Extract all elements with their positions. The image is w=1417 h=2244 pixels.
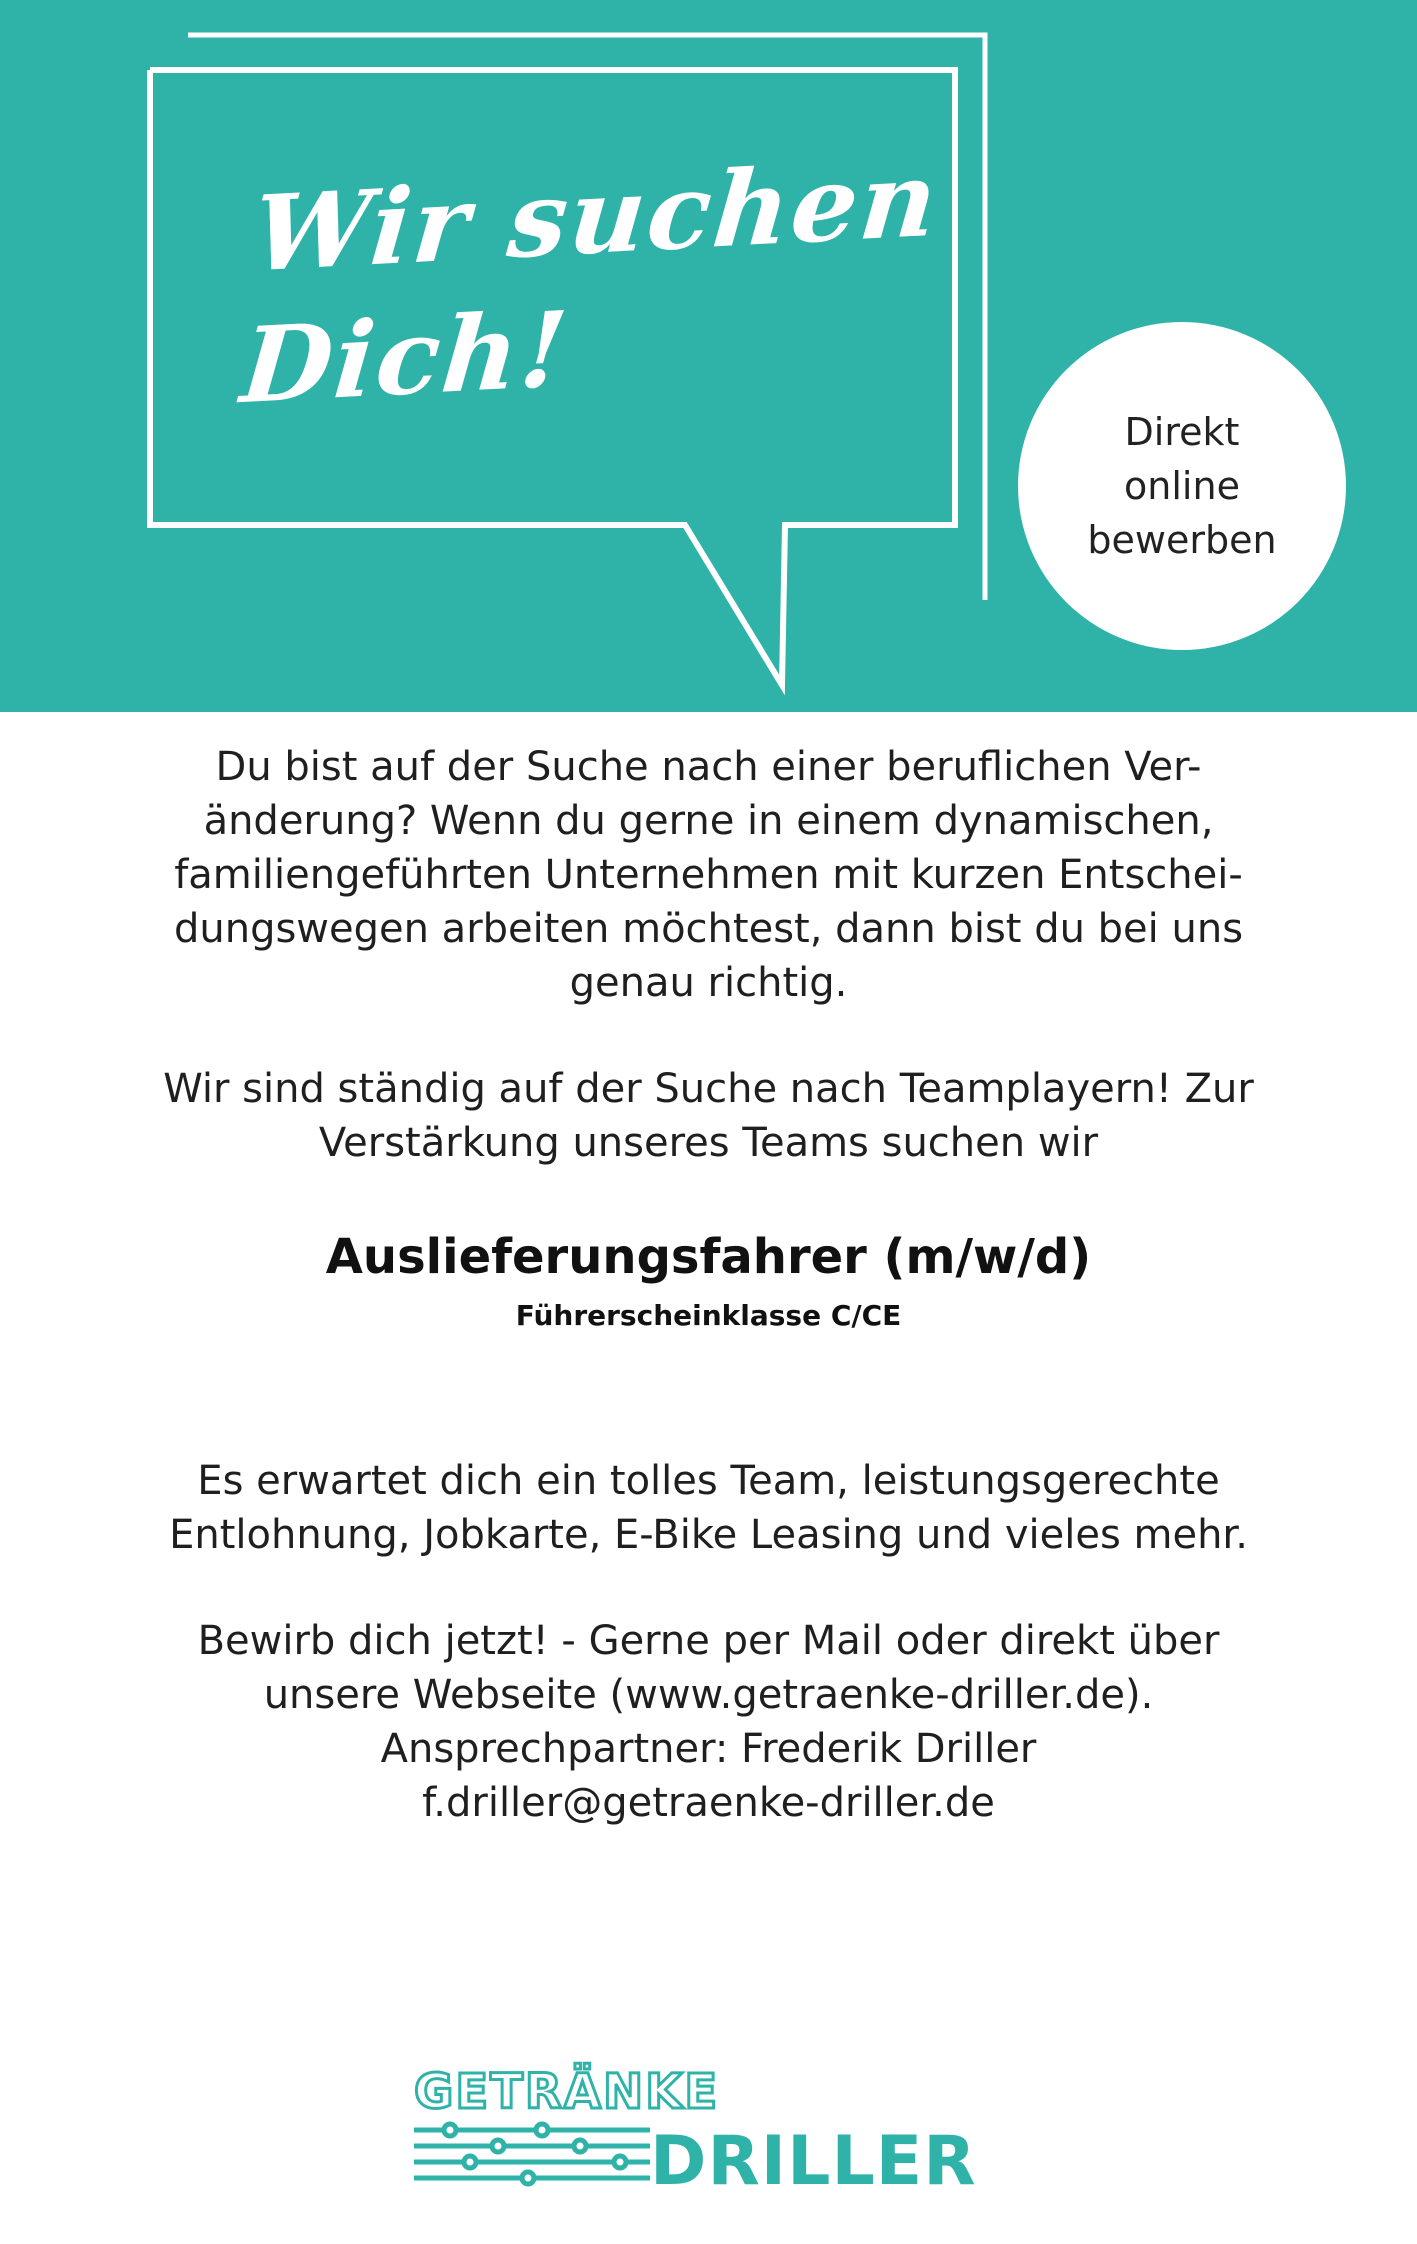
- team-paragraph: [40, 1062, 1377, 1170]
- apply-line: Bewirb dich jetzt! - Gerne per Mail oder direkt über: [197, 1618, 1220, 1664]
- contact-person: Ansprechpartner: Frederik Driller: [380, 1726, 1037, 1772]
- badge-text: [1087, 405, 1276, 567]
- website-link[interactable]: unsere Webseite (www.getraenke-driller.de).: [263, 1672, 1154, 1718]
- intro-line: familiengeführten Unternehmen mit kurzen Entschei-: [174, 852, 1243, 898]
- headline-line-2: Dich!: [236, 287, 574, 428]
- benefits-line: Es erwartet dich ein tolles Team, leistungsgerechte: [197, 1458, 1220, 1504]
- logo-bottom-text: DRILLER: [650, 2122, 977, 2188]
- logo-top-text: GETRÄNKE: [414, 2064, 720, 2120]
- benefits-line: Entlohnung, Jobkarte, E-Bike Leasing und vieles mehr.: [169, 1512, 1248, 1558]
- intro-line: genau richtig.: [569, 960, 848, 1006]
- team-line: Wir sind ständig auf der Suche nach Teamplayern! Zur: [163, 1066, 1254, 1112]
- intro-line: dungswegen arbeiten möchtest, dann bist du bei uns: [173, 906, 1244, 952]
- job-license-class: Führerscheinklasse C/CE: [515, 1299, 902, 1332]
- team-line: Verstärkung unseres Teams suchen wir: [318, 1120, 1099, 1166]
- benefits-paragraph: [40, 1454, 1377, 1562]
- apply-online-badge[interactable]: [1018, 322, 1346, 650]
- headline-line-1: Wir suchen: [248, 136, 944, 296]
- apply-paragraph: [40, 1614, 1377, 1830]
- badge-line-1: Direkt: [1124, 410, 1240, 454]
- intro-line: änderung? Wenn du gerne in einem dynamischen,: [203, 798, 1214, 844]
- badge-line-2: online: [1124, 464, 1240, 508]
- header-banner: [0, 0, 1417, 712]
- circuit-lines-icon: [414, 2124, 650, 2184]
- intro-paragraph: [40, 740, 1377, 1010]
- job-title: Auslieferungsfahrer (m/w/d): [325, 1229, 1092, 1285]
- getraenke-driller-logo: [410, 2060, 1010, 2188]
- email-link[interactable]: f.driller@getraenke-driller.de: [422, 1780, 995, 1826]
- job-ad-body: [40, 740, 1377, 1830]
- headline: [236, 132, 963, 432]
- badge-line-3: bewerben: [1087, 518, 1277, 562]
- intro-line: Du bist auf der Suche nach einer beruflichen Ver-: [215, 744, 1202, 790]
